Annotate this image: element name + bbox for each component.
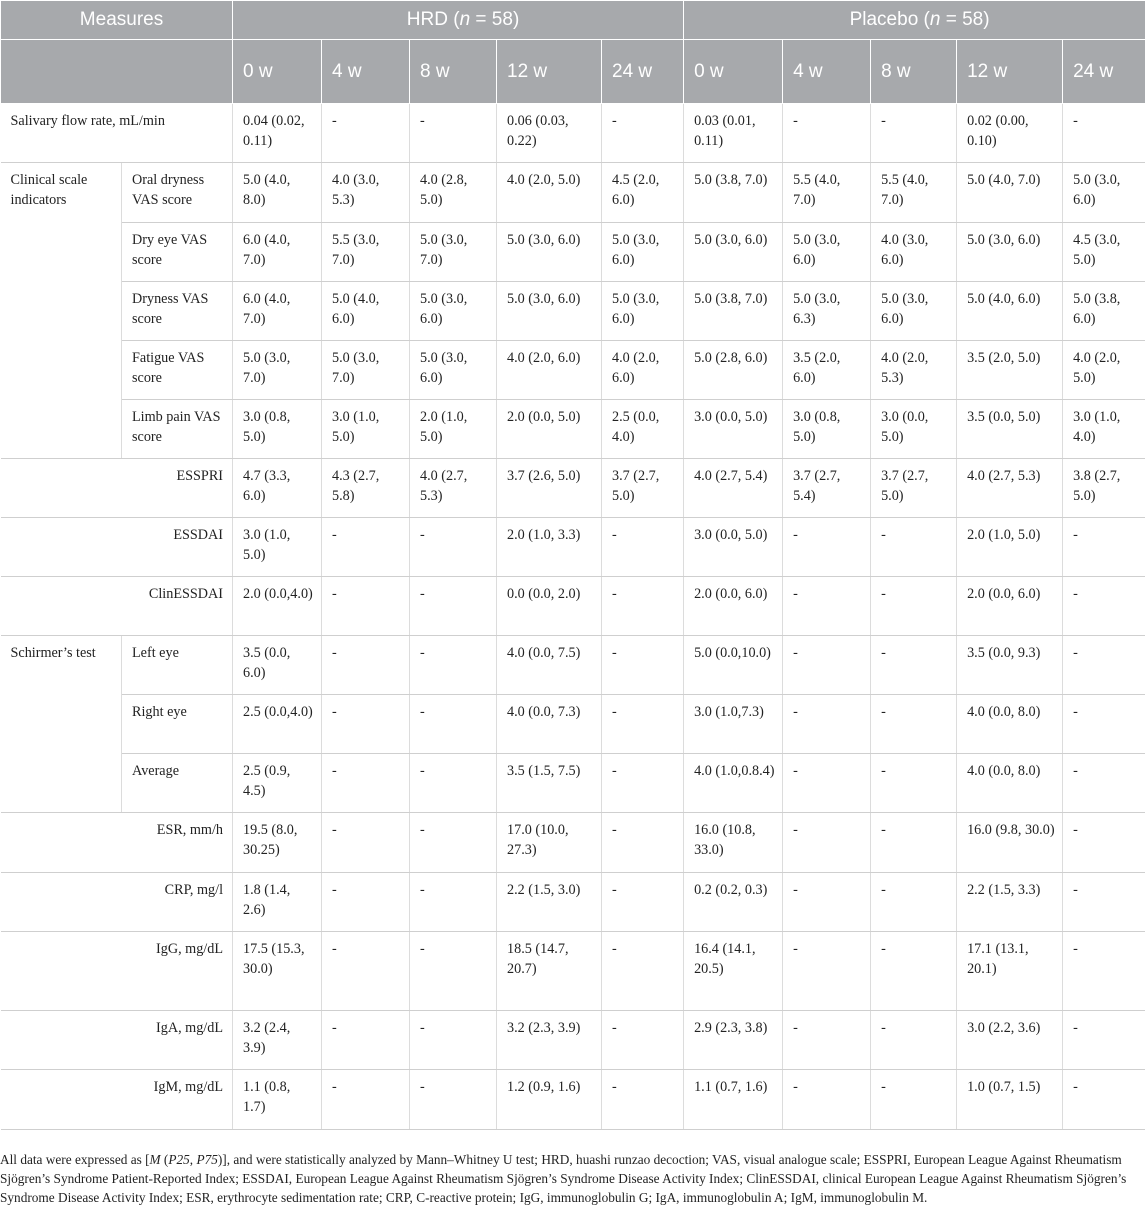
table-cell: - bbox=[871, 636, 957, 695]
table-cell: 6.0 (4.0, 7.0) bbox=[233, 223, 322, 282]
table-cell: 5.0 (3.0, 6.0) bbox=[1063, 163, 1145, 223]
table-cell: 3.0 (1.0, 5.0) bbox=[322, 400, 410, 459]
table-cell: 17.1 (13.1, 20.1) bbox=[957, 932, 1063, 1011]
measure-group-label: Schirmer’s test bbox=[1, 636, 122, 813]
measure-sub-label: Dryness VAS score bbox=[122, 282, 233, 341]
table-cell: 5.0 (0.0,10.0) bbox=[684, 636, 783, 695]
table-cell: 4.0 (1.0,0.8.4) bbox=[684, 754, 783, 813]
table-cell: 6.0 (4.0, 7.0) bbox=[233, 282, 322, 341]
table-cell: - bbox=[410, 1070, 497, 1130]
table-cell: 4.0 (2.0, 5.3) bbox=[871, 341, 957, 400]
table-cell: 0.06 (0.03, 0.22) bbox=[497, 104, 602, 163]
table-cell: - bbox=[602, 873, 684, 932]
table-cell: - bbox=[1063, 813, 1145, 873]
table-cell: 4.0 (2.0, 6.0) bbox=[602, 341, 684, 400]
table-cell: 4.0 (0.0, 7.3) bbox=[497, 695, 602, 754]
table-cell: 1.0 (0.7, 1.5) bbox=[957, 1070, 1063, 1130]
table-cell: - bbox=[1063, 577, 1145, 636]
table-cell: 3.5 (0.0, 5.0) bbox=[957, 400, 1063, 459]
table-cell: - bbox=[602, 104, 684, 163]
table-row bbox=[1, 104, 1145, 163]
table-cell: 5.0 (4.0, 6.0) bbox=[957, 282, 1063, 341]
table-cell: - bbox=[602, 577, 684, 636]
table-cell: - bbox=[871, 518, 957, 577]
table-cell: 3.5 (0.0, 9.3) bbox=[957, 636, 1063, 695]
table-cell: - bbox=[602, 1011, 684, 1070]
table-row bbox=[1, 873, 1145, 932]
table-row bbox=[1, 577, 1145, 636]
table-cell: 16.4 (14.1, 20.5) bbox=[684, 932, 783, 1011]
measure-label: ClinESSDAI bbox=[1, 577, 233, 636]
table-cell: 5.0 (3.8, 6.0) bbox=[1063, 282, 1145, 341]
table-cell: 3.0 (0.0, 5.0) bbox=[871, 400, 957, 459]
table-cell: 1.1 (0.7, 1.6) bbox=[684, 1070, 783, 1130]
table-row bbox=[1, 1070, 1145, 1130]
header-blank bbox=[1, 40, 233, 104]
table-cell: 5.0 (3.0, 6.0) bbox=[410, 282, 497, 341]
table-cell: - bbox=[783, 1011, 871, 1070]
table-cell: 4.0 (2.7, 5.3) bbox=[957, 459, 1063, 518]
measure-label: IgG, mg/dL bbox=[1, 932, 233, 1011]
table-cell: - bbox=[322, 1011, 410, 1070]
table-cell: - bbox=[602, 636, 684, 695]
table-cell: 3.8 (2.7, 5.0) bbox=[1063, 459, 1145, 518]
table-footnote: All data were expressed as [M (P25, P75)], and were statistically analyzed by Mann–Whitney U test; HRD, huashi runzao decoction; VAS, visual analogue scale; ESSPRI, European League Against Rheumatism Sjögren’s Syndrome Patient-Reported Index; ESSDAI, European League Against Rheumatism Sjögren’s Syndrome Disease Activity Index; ClinESSDAI, clinical European League Against Rheumatism Sjögren’s Syndrome Disease Activity Index; ESR, erythrocyte sedimentation rate; CRP, C-reactive protein; IgG, immunoglobulin G; IgA, immunoglobulin A; IgM, immunoglobulin M. bbox=[0, 1152, 1127, 1205]
table-cell: 3.5 (1.5, 7.5) bbox=[497, 754, 602, 813]
table-cell: - bbox=[322, 754, 410, 813]
table-cell: 4.0 (2.0, 6.0) bbox=[497, 341, 602, 400]
table-cell: - bbox=[410, 577, 497, 636]
table-cell: 19.5 (8.0, 30.25) bbox=[233, 813, 322, 873]
header-row-groups bbox=[1, 1, 1145, 40]
header-timepoint: 12 w bbox=[957, 40, 1063, 104]
header-timepoint: 8 w bbox=[410, 40, 497, 104]
table-cell: 2.5 (0.9, 4.5) bbox=[233, 754, 322, 813]
table-cell: 5.0 (3.0, 6.0) bbox=[871, 282, 957, 341]
table-cell: 5.5 (4.0, 7.0) bbox=[871, 163, 957, 223]
table-cell: - bbox=[871, 1070, 957, 1130]
table-cell: - bbox=[1063, 636, 1145, 695]
table-cell: - bbox=[1063, 932, 1145, 1011]
table-row bbox=[1, 1011, 1145, 1070]
table-cell: - bbox=[322, 104, 410, 163]
header-timepoint: 4 w bbox=[322, 40, 410, 104]
table-cell: - bbox=[602, 754, 684, 813]
table-cell: - bbox=[322, 873, 410, 932]
table-cell: 2.0 (1.0, 5.0) bbox=[410, 400, 497, 459]
table-row bbox=[1, 813, 1145, 873]
table-cell: - bbox=[1063, 518, 1145, 577]
table-cell: - bbox=[410, 518, 497, 577]
table-cell: 16.0 (10.8, 33.0) bbox=[684, 813, 783, 873]
table-cell: - bbox=[322, 577, 410, 636]
table-cell: 4.0 (0.0, 8.0) bbox=[957, 695, 1063, 754]
table-cell: 4.0 (3.0, 6.0) bbox=[871, 223, 957, 282]
table-cell: 5.5 (3.0, 7.0) bbox=[322, 223, 410, 282]
table-cell: 4.0 (3.0, 5.3) bbox=[322, 163, 410, 223]
table-cell: 4.5 (3.0, 5.0) bbox=[1063, 223, 1145, 282]
table-cell: - bbox=[783, 518, 871, 577]
header-timepoint: 0 w bbox=[684, 40, 783, 104]
table-cell: 3.0 (0.8, 5.0) bbox=[783, 400, 871, 459]
table-cell: 2.2 (1.5, 3.0) bbox=[497, 873, 602, 932]
table-cell: 2.0 (1.0, 3.3) bbox=[497, 518, 602, 577]
table-row bbox=[1, 754, 1145, 813]
table-cell: 4.0 (0.0, 7.5) bbox=[497, 636, 602, 695]
table-cell: 2.0 (0.0, 6.0) bbox=[957, 577, 1063, 636]
table-cell: - bbox=[1063, 873, 1145, 932]
table-cell: 3.7 (2.6, 5.0) bbox=[497, 459, 602, 518]
measure-label: Salivary flow rate, mL/min bbox=[1, 104, 233, 163]
table-cell: 5.5 (4.0, 7.0) bbox=[783, 163, 871, 223]
table-cell: - bbox=[410, 813, 497, 873]
table-cell: 0.2 (0.2, 0.3) bbox=[684, 873, 783, 932]
table-cell: 5.0 (3.8, 7.0) bbox=[684, 282, 783, 341]
table-cell: 2.0 (1.0, 5.0) bbox=[957, 518, 1063, 577]
header-timepoint: 12 w bbox=[497, 40, 602, 104]
table-cell: 3.5 (2.0, 6.0) bbox=[783, 341, 871, 400]
table-cell: 1.8 (1.4, 2.6) bbox=[233, 873, 322, 932]
measure-sub-label: Fatigue VAS score bbox=[122, 341, 233, 400]
table-cell: - bbox=[322, 1070, 410, 1130]
table-cell: - bbox=[1063, 695, 1145, 754]
table-cell: 0.03 (0.01, 0.11) bbox=[684, 104, 783, 163]
table-cell: - bbox=[322, 695, 410, 754]
table-cell: 5.0 (3.0, 6.0) bbox=[783, 223, 871, 282]
table-cell: 5.0 (3.0, 6.0) bbox=[684, 223, 783, 282]
table-cell: - bbox=[410, 932, 497, 1011]
table-cell: 3.0 (2.2, 3.6) bbox=[957, 1011, 1063, 1070]
table-cell: - bbox=[783, 695, 871, 754]
table-cell: 2.2 (1.5, 3.3) bbox=[957, 873, 1063, 932]
table-cell: 5.0 (3.0, 6.0) bbox=[602, 223, 684, 282]
table-cell: 2.0 (0.0,4.0) bbox=[233, 577, 322, 636]
table-cell: 3.5 (2.0, 5.0) bbox=[957, 341, 1063, 400]
table-cell: - bbox=[602, 518, 684, 577]
table-cell: 5.0 (3.8, 7.0) bbox=[684, 163, 783, 223]
table-cell: 4.0 (0.0, 8.0) bbox=[957, 754, 1063, 813]
table-cell: - bbox=[783, 873, 871, 932]
table-row bbox=[1, 282, 1145, 341]
measure-label: IgA, mg/dL bbox=[1, 1011, 233, 1070]
table-cell: 5.0 (3.0, 7.0) bbox=[410, 223, 497, 282]
table-cell: 4.5 (2.0, 6.0) bbox=[602, 163, 684, 223]
table-cell: - bbox=[871, 754, 957, 813]
table-cell: - bbox=[322, 932, 410, 1011]
table-cell: 2.5 (0.0,4.0) bbox=[233, 695, 322, 754]
table-cell: - bbox=[871, 104, 957, 163]
measure-sub-label: Left eye bbox=[122, 636, 233, 695]
measure-sub-label: Oral dryness VAS score bbox=[122, 163, 233, 223]
table-cell: - bbox=[602, 695, 684, 754]
table-cell: - bbox=[783, 754, 871, 813]
header-group-hrd: HRD (n = 58) bbox=[233, 1, 684, 40]
table-cell: - bbox=[783, 1070, 871, 1130]
table-cell: - bbox=[410, 1011, 497, 1070]
measure-sub-label: Right eye bbox=[122, 695, 233, 754]
table-cell: - bbox=[322, 813, 410, 873]
table-cell: 4.3 (2.7, 5.8) bbox=[322, 459, 410, 518]
table-cell: 0.02 (0.00, 0.10) bbox=[957, 104, 1063, 163]
table-cell: 3.0 (0.8, 5.0) bbox=[233, 400, 322, 459]
table-cell: 3.2 (2.3, 3.9) bbox=[497, 1011, 602, 1070]
table-cell: 3.0 (1.0, 4.0) bbox=[1063, 400, 1145, 459]
measure-label: ESSPRI bbox=[1, 459, 233, 518]
table-cell: - bbox=[783, 577, 871, 636]
measure-label: CRP, mg/l bbox=[1, 873, 233, 932]
table-cell: 4.0 (2.0, 5.0) bbox=[497, 163, 602, 223]
table-cell: 5.0 (3.0, 6.0) bbox=[497, 282, 602, 341]
header-group-placebo: Placebo (n = 58) bbox=[684, 1, 1145, 40]
table-cell: 18.5 (14.7, 20.7) bbox=[497, 932, 602, 1011]
table-row bbox=[1, 163, 1145, 223]
table-cell: - bbox=[1063, 1011, 1145, 1070]
table-cell: 17.5 (15.3, 30.0) bbox=[233, 932, 322, 1011]
header-row-timepoints bbox=[1, 40, 1145, 104]
header-timepoint: 24 w bbox=[1063, 40, 1145, 104]
table-cell: 4.0 (2.7, 5.4) bbox=[684, 459, 783, 518]
table-cell: 5.0 (3.0, 6.0) bbox=[497, 223, 602, 282]
table-cell: - bbox=[783, 636, 871, 695]
table-cell: 2.0 (0.0, 5.0) bbox=[497, 400, 602, 459]
table-cell: 4.0 (2.0, 5.0) bbox=[1063, 341, 1145, 400]
measure-sub-label: Dry eye VAS score bbox=[122, 223, 233, 282]
table-cell: 17.0 (10.0, 27.3) bbox=[497, 813, 602, 873]
table-row bbox=[1, 932, 1145, 1011]
table-cell: - bbox=[871, 1011, 957, 1070]
table-cell: 3.2 (2.4, 3.9) bbox=[233, 1011, 322, 1070]
table-cell: 3.7 (2.7, 5.4) bbox=[783, 459, 871, 518]
table-cell: 3.0 (1.0, 5.0) bbox=[233, 518, 322, 577]
table-cell: - bbox=[410, 104, 497, 163]
measure-sub-label: Limb pain VAS score bbox=[122, 400, 233, 459]
table-cell: 3.0 (0.0, 5.0) bbox=[684, 400, 783, 459]
table-cell: - bbox=[410, 636, 497, 695]
table-cell: 2.5 (0.0, 4.0) bbox=[602, 400, 684, 459]
table-cell: 0.0 (0.0, 2.0) bbox=[497, 577, 602, 636]
table-cell: 5.0 (3.0, 7.0) bbox=[322, 341, 410, 400]
table-cell: 3.5 (0.0, 6.0) bbox=[233, 636, 322, 695]
table-row bbox=[1, 636, 1145, 695]
table-cell: - bbox=[1063, 104, 1145, 163]
table-cell: - bbox=[1063, 1070, 1145, 1130]
table-cell: 5.0 (4.0, 8.0) bbox=[233, 163, 322, 223]
table-cell: 5.0 (3.0, 7.0) bbox=[233, 341, 322, 400]
table-cell: 3.0 (0.0, 5.0) bbox=[684, 518, 783, 577]
table-row bbox=[1, 518, 1145, 577]
header-timepoint: 24 w bbox=[602, 40, 684, 104]
table-cell: - bbox=[602, 813, 684, 873]
table-cell: 1.1 (0.8, 1.7) bbox=[233, 1070, 322, 1130]
table-cell: - bbox=[871, 577, 957, 636]
table-cell: 5.0 (2.8, 6.0) bbox=[684, 341, 783, 400]
table-cell: 5.0 (3.0, 6.0) bbox=[957, 223, 1063, 282]
table-cell: 0.04 (0.02, 0.11) bbox=[233, 104, 322, 163]
table-cell: 3.0 (1.0,7.3) bbox=[684, 695, 783, 754]
table-cell: - bbox=[871, 932, 957, 1011]
table-cell: 5.0 (4.0, 6.0) bbox=[322, 282, 410, 341]
header-timepoint: 0 w bbox=[233, 40, 322, 104]
table-cell: - bbox=[602, 932, 684, 1011]
header-timepoint: 4 w bbox=[783, 40, 871, 104]
table-body bbox=[1, 104, 1145, 1130]
table-cell: 4.0 (2.7, 5.3) bbox=[410, 459, 497, 518]
header-measures: Measures bbox=[1, 1, 233, 40]
header-timepoint: 8 w bbox=[871, 40, 957, 104]
table-cell: 5.0 (4.0, 7.0) bbox=[957, 163, 1063, 223]
table-row bbox=[1, 341, 1145, 400]
table-cell: 1.2 (0.9, 1.6) bbox=[497, 1070, 602, 1130]
measure-group-label: Clinical scale indicators bbox=[1, 163, 122, 459]
table-cell: - bbox=[410, 873, 497, 932]
measure-label: ESSDAI bbox=[1, 518, 233, 577]
table-cell: - bbox=[410, 754, 497, 813]
table-row bbox=[1, 695, 1145, 754]
table-cell: 3.7 (2.7, 5.0) bbox=[602, 459, 684, 518]
table-cell: 4.0 (2.8, 5.0) bbox=[410, 163, 497, 223]
table-cell: - bbox=[783, 813, 871, 873]
table-cell: - bbox=[1063, 754, 1145, 813]
measure-sub-label: Average bbox=[122, 754, 233, 813]
table-cell: 5.0 (3.0, 6.0) bbox=[410, 341, 497, 400]
table-cell: 2.9 (2.3, 3.8) bbox=[684, 1011, 783, 1070]
table-cell: 3.7 (2.7, 5.0) bbox=[871, 459, 957, 518]
table-cell: 5.0 (3.0, 6.3) bbox=[783, 282, 871, 341]
table-cell: - bbox=[783, 104, 871, 163]
measure-label: ESR, mm/h bbox=[1, 813, 233, 873]
table-cell: - bbox=[871, 813, 957, 873]
table-cell: 5.0 (3.0, 6.0) bbox=[602, 282, 684, 341]
table-cell: - bbox=[322, 636, 410, 695]
table-cell: - bbox=[602, 1070, 684, 1130]
table-cell: - bbox=[410, 695, 497, 754]
table-cell: 2.0 (0.0, 6.0) bbox=[684, 577, 783, 636]
table-cell: - bbox=[322, 518, 410, 577]
table-cell: 16.0 (9.8, 30.0) bbox=[957, 813, 1063, 873]
table-cell: 4.7 (3.3, 6.0) bbox=[233, 459, 322, 518]
table-cell: - bbox=[871, 873, 957, 932]
table-cell: - bbox=[783, 932, 871, 1011]
table-cell: - bbox=[871, 695, 957, 754]
table-row bbox=[1, 400, 1145, 459]
table-row bbox=[1, 459, 1145, 518]
measure-label: IgM, mg/dL bbox=[1, 1070, 233, 1130]
table-row bbox=[1, 223, 1145, 282]
